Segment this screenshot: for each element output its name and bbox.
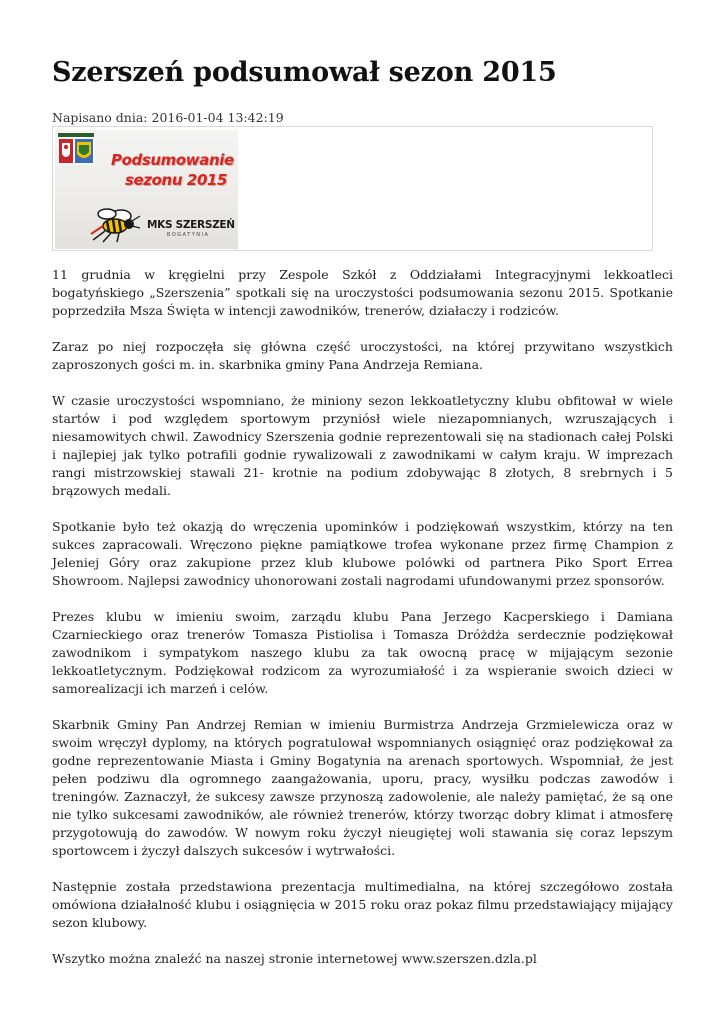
paragraph: Skarbnik Gminy Pan Andrzej Remian w imieniu Burmistrza Andrzeja Grzmielewicza oraz w swoim wręczył dyplomy, na których pogratulował wspomnianych osiągnięć oraz podziękował za godne reprezentowanie Miasta i Gminy Bogatynia na arenach sportowych. Wspomniał, że jest pełen podziwu dla ogromnego zaangażowania, uporu, pracy, wysiłku podczas zawodów i treningów. Zaznaczył, że sukcesy zawsze przynoszą zadowolenie, ale należy pamiętać, że są one nie tylko sukcesami zawodników, ale również trenerów, którzy tworząc dobry klimat i atmosferę przygotowują do zawodów. W nowym roku życzył nieugiętej woli stawania się coraz lepszym sportowcem i życzył dalszych sukcesów i wytrwałości. — [52, 717, 673, 858]
paragraph: 11 grudnia w kręgielni przy Zespole Szkół z Oddziałami Integracyjnymi lekkoatleci bogatyńskiego „Szerszenia” spotkali się na uroczystości podsumowania sezonu 2015. Spotkanie poprzedziła Msza Święta w intencji zawodników, trenerów, działaczy i rodziców. — [52, 267, 673, 318]
paragraph: Następnie została przedstawiona prezentacja multimedialna, na której szczegółowo została omówiona działalność klubu i osiągnięcia w 2015 roku oraz pokaz filmu przedstawiający mijający sezon klubowy. — [52, 879, 673, 930]
paragraph: Wszytko można znaleźć na naszej stronie internetowej www.szerszen.dzla.pl — [52, 951, 537, 966]
article-title: Szerszeń podsumował sezon 2015 — [52, 57, 557, 88]
club-location: BOGATYNIA — [167, 232, 210, 238]
club-name: MKS SZERSZEŃ — [147, 219, 235, 231]
article-image-frame — [52, 126, 653, 251]
article-body — [52, 266, 673, 986]
promo-heading-line2: sezonu 2015 — [125, 171, 228, 189]
paragraph: W czasie uroczystości wspomniano, że miniony sezon lekkoatletyczny klubu obfitował w wiele startów i pod względem sportowym przyniósł wiele niezapomnianych, wzruszających i niesamowitych chwil. Zawodnicy Szerszenia godnie reprezentowali się na stadionach całej Polski i najlepiej jak tylko potrafili godnie rywalizowali z zawodnikami w całym kraju. W imprezach rangi mistrzowskiej stawali 21- krotnie na podium zdobywając 8 złotych, 8 srebrnych i 5 brązowych medali. — [52, 393, 673, 498]
hornet-mascot-icon — [85, 204, 143, 244]
article-image — [55, 130, 238, 249]
paragraph: Prezes klubu w imieniu swoim, zarządu klubu Pana Jerzego Kacperskiego i Damiana Czarnieckiego oraz trenerów Tomasza Pistiolisa i Tomasza Dróżdża serdecznie podziękował zawodnikom i sympatykom naszego klubu za tak owocną pracę w mijającym sezonie lekkoatletycznym. Podziękował rodzicom za wyrozumiałość i za wspieranie swoich dzieci w samorealizacji ich marzeń i celów. — [52, 609, 673, 696]
promo-heading-line1: Podsumowanie — [111, 151, 234, 169]
paragraph: Zaraz po niej rozpoczęła się główna część uroczystości, na której przywitano wszystkich zaproszonych gości m. in. skarbnika gminy Pana Andrzeja Remiana. — [52, 339, 673, 372]
coat-of-arms-icon — [57, 132, 95, 165]
paragraph: Spotkanie było też okazją do wręczenia upominków i podziękowań wszystkim, którzy na ten sukces zapracowali. Wręczono piękne pamiątkowe trofea wykonane przez firmę Champion z Jeleniej Góry oraz zakupione przez klub klubowe polówki od partnera Piko Sport Errea Showroom. Najlepsi zawodnicy uhonorowani zostali nagrodami ufundowanymi przez sponsorów. — [52, 519, 673, 588]
article-date: Napisano dnia: 2016-01-04 13:42:19 — [52, 110, 284, 125]
